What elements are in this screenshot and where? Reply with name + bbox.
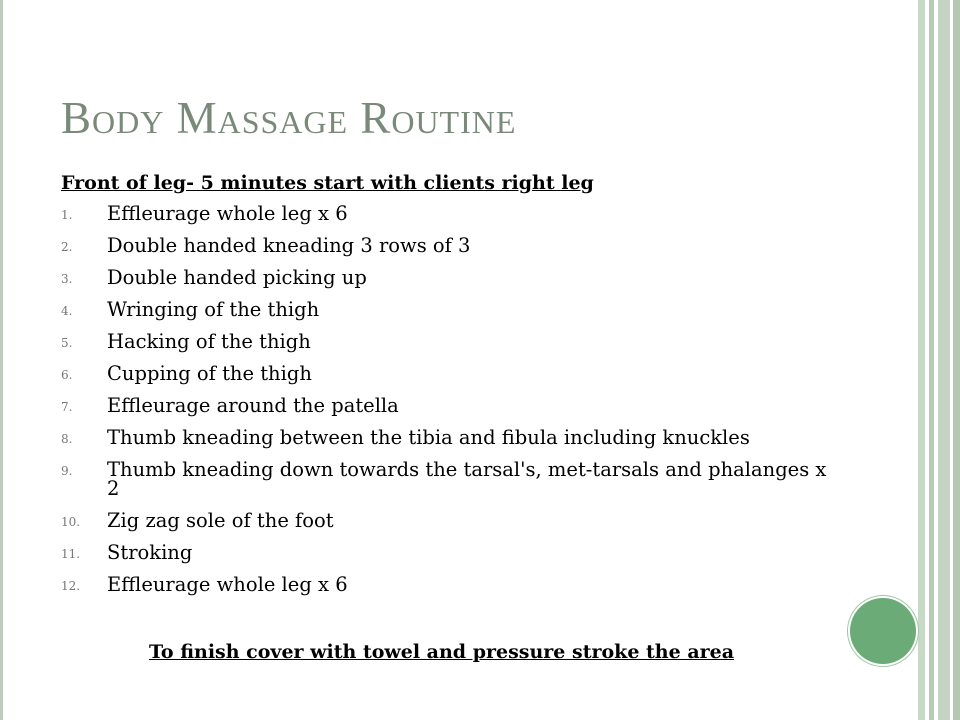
step-text: Cupping of the thigh (107, 362, 312, 385)
list-item (61, 575, 831, 594)
step-text: Hacking of the thigh (107, 330, 311, 353)
step-number: 2. (61, 240, 73, 254)
list-item (61, 300, 831, 319)
list-item (61, 396, 831, 415)
step-text: Wringing of the thigh (107, 298, 320, 321)
step-text: Effleurage whole leg x 6 (107, 573, 348, 596)
step-text: Stroking (107, 541, 193, 564)
decor-stripe (953, 0, 960, 720)
list-item (61, 364, 831, 383)
step-number: 11. (61, 547, 81, 561)
decor-stripe (918, 0, 925, 720)
slide-title: Body Massage Routine (61, 93, 517, 143)
step-text: Double handed kneading 3 rows of 3 (107, 234, 471, 257)
step-number: 6. (61, 368, 73, 382)
step-number: 3. (61, 272, 73, 286)
list-item (61, 236, 831, 255)
list-item (61, 268, 831, 287)
list-item (61, 204, 831, 223)
step-number: 5. (61, 336, 73, 350)
decor-stripe (938, 0, 950, 720)
step-number: 9. (61, 464, 73, 478)
step-text: Effleurage around the patella (107, 394, 399, 417)
step-number: 12. (61, 579, 81, 593)
step-number: 4. (61, 304, 73, 318)
step-text: Effleurage whole leg x 6 (107, 202, 348, 225)
step-text: Zig zag sole of the foot (107, 509, 334, 532)
step-number: 7. (61, 400, 73, 414)
step-number: 1. (61, 208, 73, 222)
list-item (61, 460, 831, 498)
step-number: 10. (61, 515, 81, 529)
list-item (61, 428, 831, 447)
step-number: 8. (61, 432, 73, 446)
decor-circle (850, 598, 916, 664)
closing-instruction: To finish cover with towel and pressure stroke the area (148, 641, 735, 663)
step-text: Thumb kneading down towards the tarsal's, met-tarsals and phalanges x 2 (107, 458, 827, 500)
list-item (61, 511, 831, 530)
step-text: Thumb kneading between the tibia and fibula including knuckles (107, 426, 750, 449)
steps-list (61, 204, 831, 607)
section-heading: Front of leg- 5 minutes start with clients right leg (61, 172, 594, 194)
step-text: Double handed picking up (107, 266, 367, 289)
list-item (61, 332, 831, 351)
list-item (61, 543, 831, 562)
